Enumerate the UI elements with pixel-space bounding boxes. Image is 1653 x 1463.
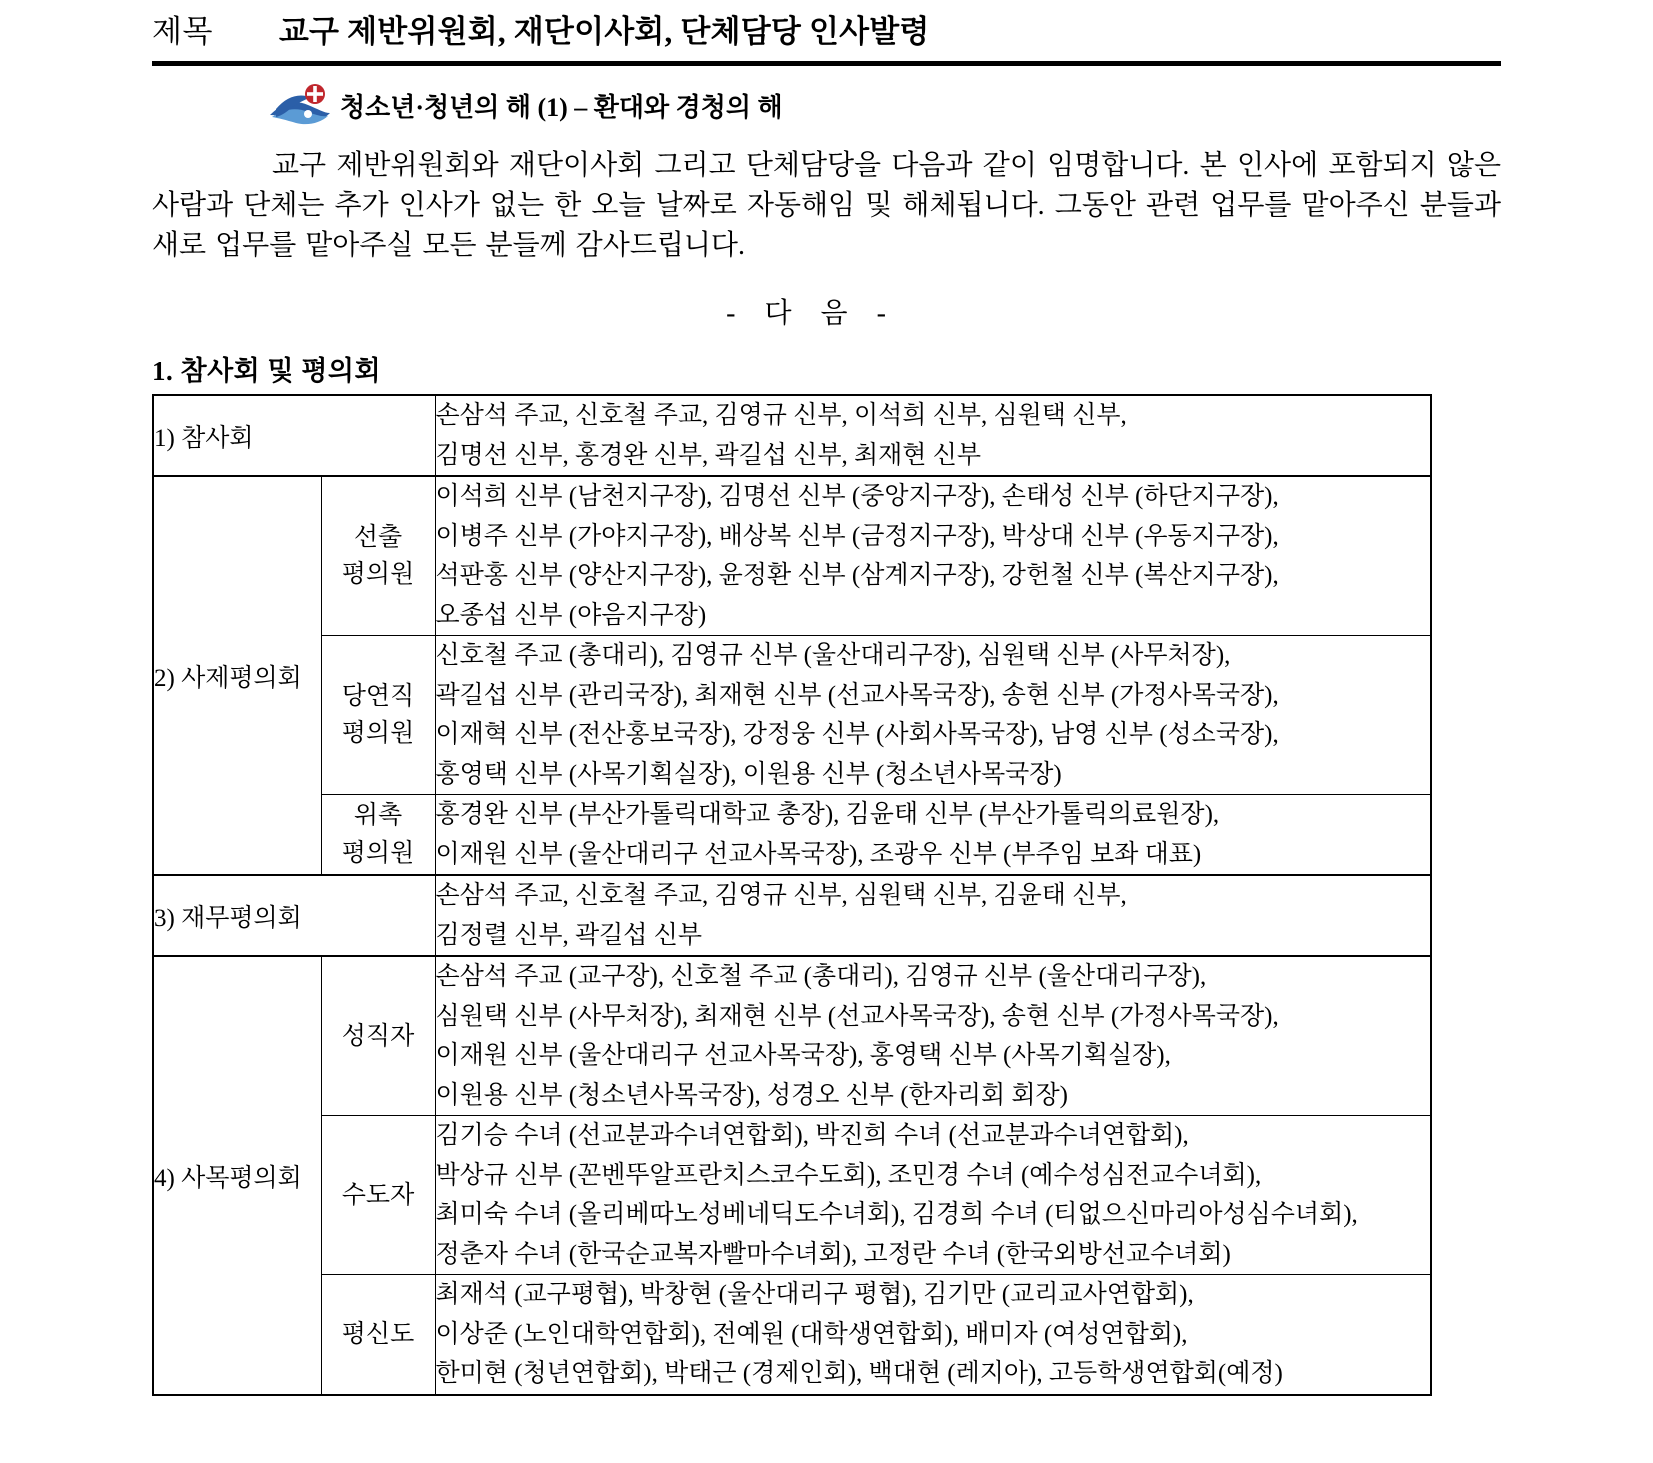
content-line: 이재원 신부 (울산대리구 선교사목국장), 조광우 신부 (부주임 보좌 대표) — [435, 840, 1202, 868]
sub-label-line-2: 평의원 — [341, 839, 415, 867]
sub-label-appointed — [321, 795, 435, 876]
sub-label-line-1: 위촉 — [353, 802, 403, 830]
daum-dash-right: - — [876, 298, 887, 330]
row-content-chamsahoe — [435, 395, 1431, 476]
table-row-chamsahoe — [153, 395, 1431, 476]
row-label-chamsahoe: 1) 참사회 — [153, 395, 435, 476]
content-line: 홍영택 신부 (사목기획실장), 이원용 신부 (청소년사목국장) — [435, 760, 1062, 788]
table-row-sajepyeonguihoe-elected — [153, 476, 1431, 636]
row-content-jaemupyeonguihoe — [435, 875, 1431, 956]
row-content-exofficio — [435, 636, 1431, 795]
table-row-samokpyeonguihoe-laity — [153, 1275, 1431, 1395]
intro-line-3: 관련 업무를 맡아주신 분들과 새로 업무를 맡아주실 모든 분들께 감사드립니다. — [152, 189, 1501, 261]
content-line: 박상규 신부 (꼰벤뚜알프란치스코수도회), 조민경 수녀 (예수성심전교수녀회), — [435, 1161, 1262, 1189]
page-title: 교구 제반위원회, 재단이사회, 단체담당 인사발령 — [278, 14, 930, 49]
sub-label-line-2: 평의원 — [341, 561, 415, 589]
table-row-jaemupyeonguihoe — [153, 875, 1431, 956]
row-content-religious — [435, 1116, 1431, 1275]
content-line: 최미숙 수녀 (올리베따노성베네딕도수녀회), 김경희 수녀 (티없으신마리아성심수녀회), — [435, 1201, 1358, 1229]
header-divider-rule — [152, 61, 1501, 66]
row-content-appointed — [435, 795, 1431, 876]
sub-label-exofficio — [321, 636, 435, 795]
content-line: 최재석 (교구평협), 박창현 (울산대리구 평협), 김기만 (교리교사연합회), — [435, 1281, 1194, 1309]
intro-line-2: 포함되지 않은 사람과 단체는 추가 인사가 없는 한 오늘 날짜로 자동해임 및 해체됩니다. 그동안 — [152, 150, 1502, 221]
row-content-clergy — [435, 956, 1431, 1116]
intro-paragraph — [152, 146, 1501, 265]
table-row-sajepyeonguihoe-appointed — [153, 795, 1431, 876]
slogan-text: 청소년·청년의 해 (1) – 환대와 경청의 해 — [340, 92, 783, 122]
sub-label-line-1: 선출 — [353, 523, 403, 551]
table-row-samokpyeonguihoe-religious — [153, 1116, 1431, 1275]
content-line: 손삼석 주교, 신호철 주교, 김영규 신부, 심원택 신부, 김윤태 신부, — [435, 882, 1127, 910]
daum-word-a: 다 — [764, 298, 793, 330]
daum-word-b: 음 — [820, 298, 849, 330]
content-line: 김명선 신부, 홍경완 신부, 곽길섭 신부, 최재현 신부 — [435, 441, 982, 469]
sub-label-line-2: 평의원 — [341, 720, 415, 748]
row-label-jaemupyeonguihoe: 3) 재무평의회 — [153, 875, 435, 956]
content-line: 심원택 신부 (사무처장), 최재현 신부 (선교사목국장), 송현 신부 (가정사목국장), — [435, 1002, 1279, 1030]
sub-label-line-1: 당연직 — [341, 682, 415, 710]
committee-table — [152, 394, 1432, 1396]
content-line: 손삼석 주교 (교구장), 신호철 주교 (총대리), 김영규 신부 (울산대리구장), — [435, 963, 1207, 991]
content-line: 홍경완 신부 (부산가톨릭대학교 총장), 김윤태 신부 (부산가톨릭의료원장), — [435, 801, 1220, 829]
content-line: 오종섭 신부 (야음지구장) — [435, 601, 707, 629]
daum-divider — [0, 291, 1653, 331]
row-content-elected — [435, 476, 1431, 636]
slogan-row — [268, 82, 1653, 128]
intro-line-1: 교구 제반위원회와 재단이사회 그리고 단체담당을 다음과 같이 임명합니다. 본 인사에 — [272, 150, 1319, 181]
content-line: 곽길섭 신부 (관리국장), 최재현 신부 (선교사목국장), 송현 신부 (가정사목국장), — [435, 681, 1279, 709]
content-line: 이석희 신부 (남천지구장), 김명선 신부 (중앙지구장), 손태성 신부 (하단지구장), — [435, 483, 1279, 511]
content-line: 김정렬 신부, 곽길섭 신부 — [435, 921, 703, 949]
daum-dash-left: - — [726, 298, 737, 330]
sub-label-religious: 수도자 — [321, 1116, 435, 1275]
section-heading: 1. 참사회 및 평의회 — [152, 356, 382, 387]
sub-label-elected — [321, 476, 435, 636]
sub-label-laity: 평신도 — [321, 1275, 435, 1395]
content-line: 이병주 신부 (가야지구장), 배상복 신부 (금정지구장), 박상대 신부 (우동지구장), — [435, 522, 1279, 550]
row-label-sajepyeonguihoe: 2) 사제평의회 — [153, 476, 321, 875]
sub-label-clergy: 성직자 — [321, 956, 435, 1116]
table-row-sajepyeonguihoe-exofficio — [153, 636, 1431, 795]
content-line: 정춘자 수녀 (한국순교복자빨마수녀회), 고정란 수녀 (한국외방선교수녀회) — [435, 1240, 1231, 1268]
table-row-samokpyeonguihoe-clergy — [153, 956, 1431, 1116]
document-header — [152, 0, 1653, 51]
content-line: 석판홍 신부 (양산지구장), 윤정환 신부 (삼계지구장), 강헌철 신부 (복산지구장), — [435, 562, 1279, 590]
content-line: 이재원 신부 (울산대리구 선교사목국장), 홍영택 신부 (사목기획실장), — [435, 1042, 1171, 1070]
content-line: 손삼석 주교, 신호철 주교, 김영규 신부, 이석희 신부, 심원택 신부, — [435, 402, 1127, 430]
content-line: 이상준 (노인대학연합회), 전예원 (대학생연합회), 배미자 (여성연합회), — [435, 1320, 1188, 1348]
content-line: 이재혁 신부 (전산홍보국장), 강정웅 신부 (사회사목국장), 남영 신부 (성소국장), — [435, 721, 1279, 749]
content-line: 한미현 (청년연합회), 박태근 (경제인회), 백대현 (레지아), 고등학생연합회(예정) — [435, 1360, 1283, 1388]
content-line: 김기승 수녀 (선교분과수녀연합회), 박진희 수녀 (선교분과수녀연합회), — [435, 1122, 1189, 1150]
content-line: 신호철 주교 (총대리), 김영규 신부 (울산대리구장), 심원택 신부 (사무처장), — [435, 642, 1231, 670]
row-label-samokpyeonguihoe: 4) 사목평의회 — [153, 956, 321, 1395]
header-label: 제목 — [152, 14, 213, 49]
row-content-laity — [435, 1275, 1431, 1395]
content-line: 이원용 신부 (청소년사목국장), 성경오 신부 (한자리회 회장) — [435, 1081, 1069, 1109]
diocese-logo-icon — [268, 83, 334, 127]
